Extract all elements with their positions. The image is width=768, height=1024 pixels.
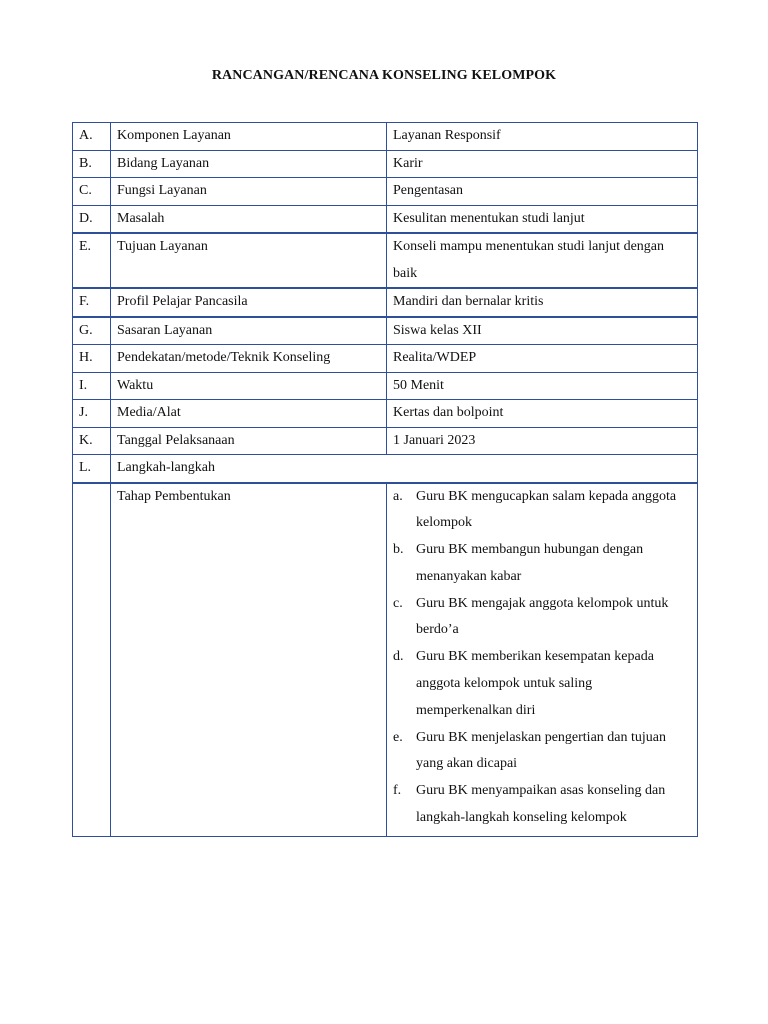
row-value: Kertas dan bolpoint [387, 400, 698, 428]
list-item-text: Guru BK mengajak anggota kelompok untuk berdo’a [416, 595, 669, 638]
row-value: Kesulitan menentukan studi lanjut [387, 205, 698, 233]
list-marker: c. [393, 595, 403, 611]
table-row-e [73, 233, 698, 288]
row-value: Siswa kelas XII [387, 317, 698, 345]
steps-cell [387, 483, 698, 837]
row-letter-empty [73, 483, 111, 837]
list-marker: e. [393, 729, 403, 745]
row-label: Sasaran Layanan [111, 317, 387, 345]
list-item-text: Guru BK menyampaikan asas konseling dan langkah-langkah konseling kelompok [416, 783, 666, 826]
list-item [393, 591, 691, 645]
stage-label: Tahap Pembentukan [111, 483, 387, 837]
table-row-b [73, 150, 698, 178]
row-letter: B. [73, 150, 111, 178]
table-row-d [73, 205, 698, 233]
row-label: Fungsi Layanan [111, 178, 387, 206]
table-row-i [73, 372, 698, 400]
row-letter: F. [73, 288, 111, 317]
list-marker: f. [393, 783, 402, 799]
row-label: Komponen Layanan [111, 123, 387, 151]
list-item-text: Guru BK mengucapkan salam kepada anggota kelompok [416, 488, 677, 531]
row-value: Karir [387, 150, 698, 178]
row-label: Masalah [111, 205, 387, 233]
row-letter: C. [73, 178, 111, 206]
table-row-a [73, 123, 698, 151]
row-label: Bidang Layanan [111, 150, 387, 178]
row-label: Tanggal Pelaksanaan [111, 427, 387, 455]
row-value: Pengentasan [387, 178, 698, 206]
row-letter: D. [73, 205, 111, 233]
table-row-h [73, 345, 698, 373]
row-value: 50 Menit [387, 372, 698, 400]
row-label: Pendekatan/metode/Teknik Konseling [111, 345, 387, 373]
row-letter: G. [73, 317, 111, 345]
list-item-text: Guru BK membangun hubungan dengan menanyakan kabar [416, 542, 644, 584]
table-row-steps [73, 483, 698, 837]
document-title: RANCANGAN/RENCANA KONSELING KELOMPOK [211, 68, 557, 83]
list-item [393, 725, 691, 779]
row-letter: E. [73, 233, 111, 288]
list-marker: d. [393, 649, 404, 665]
list-item-text: Guru BK memberikan kesempatan kepada anggota kelompok untuk saling memperkenalkan diri [416, 649, 654, 718]
table-row-f [73, 288, 698, 317]
table-row-k [73, 427, 698, 455]
row-value: Konseli mampu menentukan studi lanjut dengan baik [387, 233, 698, 288]
counseling-plan-table [72, 122, 698, 837]
list-marker: a. [393, 488, 403, 504]
row-value: Realita/WDEP [387, 345, 698, 373]
list-item [393, 484, 691, 538]
row-letter: K. [73, 427, 111, 455]
table-row-l [73, 455, 698, 483]
row-letter: I. [73, 372, 111, 400]
list-item [393, 778, 691, 832]
table-row-g [73, 317, 698, 345]
list-item [393, 537, 691, 591]
list-item [393, 644, 691, 724]
row-label: Langkah-langkah [111, 455, 698, 483]
row-letter: H. [73, 345, 111, 373]
row-value: Layanan Responsif [387, 123, 698, 151]
table-row-c [73, 178, 698, 206]
row-label: Tujuan Layanan [111, 233, 387, 288]
row-letter: A. [73, 123, 111, 151]
row-label: Media/Alat [111, 400, 387, 428]
list-item-text: Guru BK menjelaskan pengertian dan tujuan yang akan dicapai [416, 729, 666, 772]
row-letter: J. [73, 400, 111, 428]
row-letter: L. [73, 455, 111, 483]
list-marker: b. [393, 542, 404, 558]
row-value: Mandiri dan bernalar kritis [387, 288, 698, 317]
row-label: Waktu [111, 372, 387, 400]
row-value: 1 Januari 2023 [387, 427, 698, 455]
steps-list [393, 484, 691, 832]
row-label: Profil Pelajar Pancasila [111, 288, 387, 317]
table-row-j [73, 400, 698, 428]
